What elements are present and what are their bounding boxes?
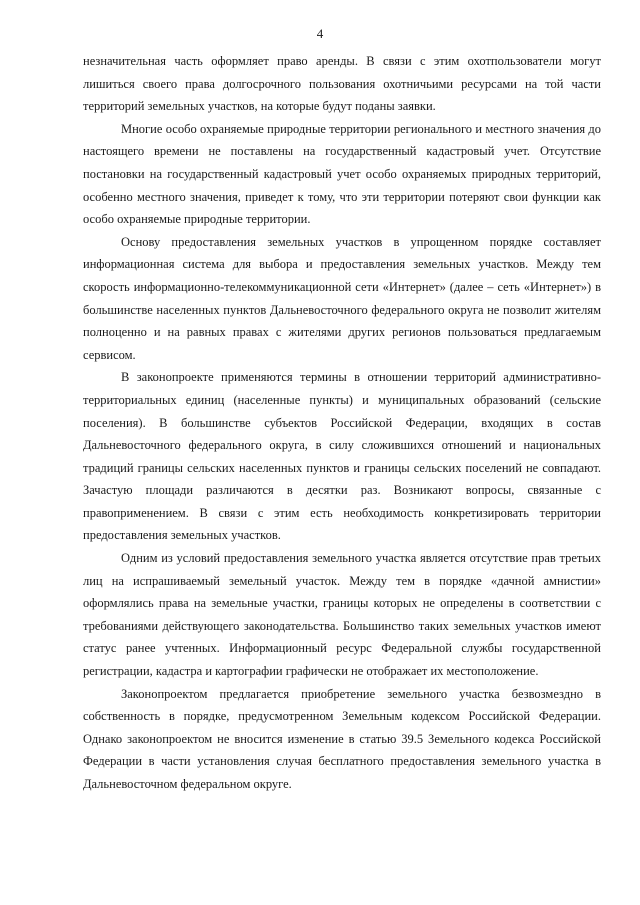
paragraph-3: Основу предоставления земельных участков в упрощенном порядке составляет информационная система для выбора и предоставления земельных участков. Между тем скорость информационно-телекоммуникационной сети «Интернет» (далее – сеть «Интернет») в большинстве населенных пунктов Дальневосточного федерального округа не позволит жителям полноценно и на равных правах с жителями других регионов пользоваться предлагаемым сервисом. [83,234,601,362]
paragraph-2: Многие особо охраняемые природные территории регионального и местного значения до настоящего времени не поставлены на государственный кадастровый учет. Отсутствие постановки на государственный кадастровый учет особо охраняемых природных территорий, особенно местного значения, приведет к тому, что эти территории потеряют свои функции как особо охраняемые природные территории. [83,121,601,227]
paragraph-1: незначительная часть оформляет право аренды. В связи с этим охотпользователи могут лишиться своего права долгосрочного пользования охотничьими ресурсами на той части территорий земельных участков, на которые будут поданы заявки. [83,54,601,114]
paragraph-6: Законопроектом предлагается приобретение земельного участка безвозмездно в собственность в порядке, предусмотренном Земельным кодексом Российской Федерации. Однако законопроектом не вносится изменение в статью 39.5 Земельного кодекса Российской Федерации в части установления случая бесплатного предоставления земельного участка в Дальневосточном федеральном округе. [83,686,601,791]
paragraph-5: Одним из условий предоставления земельного участка является отсутствие прав третьих лиц на испрашиваемый земельный участок. Между тем в порядке «дачной амнистии» оформлялись права на земельные участки, границы которых не определены в соответствии с требованиями действующего законодательства. Большинство таких земельных участков имеют статус ранее учтенных. Информационный ресурс Федеральной службы государственной регистрации, кадастра и картографии графически не отображает их местоположение. [83,551,601,679]
document-body [83,50,601,796]
paragraph-4: В законопроекте применяются термины в отношении территорий административно-территориальных единиц (населенные пункты) и муниципальных образований (сельские поселения). В большинстве субъектов Российской Федерации, входящих в состав Дальневосточного федерального округа, в силу сложившихся отношений и национальных традиций границы сельских населенных пунктов и границы сельских поселений не совпадают. Зачастую площади различаются в десятки раз. Возникают вопросы, связанные с правоприменением. В связи с этим есть необходимость конкретизировать территории предоставления земельных участков. [83,370,601,543]
page-number: 4 [316,26,324,41]
